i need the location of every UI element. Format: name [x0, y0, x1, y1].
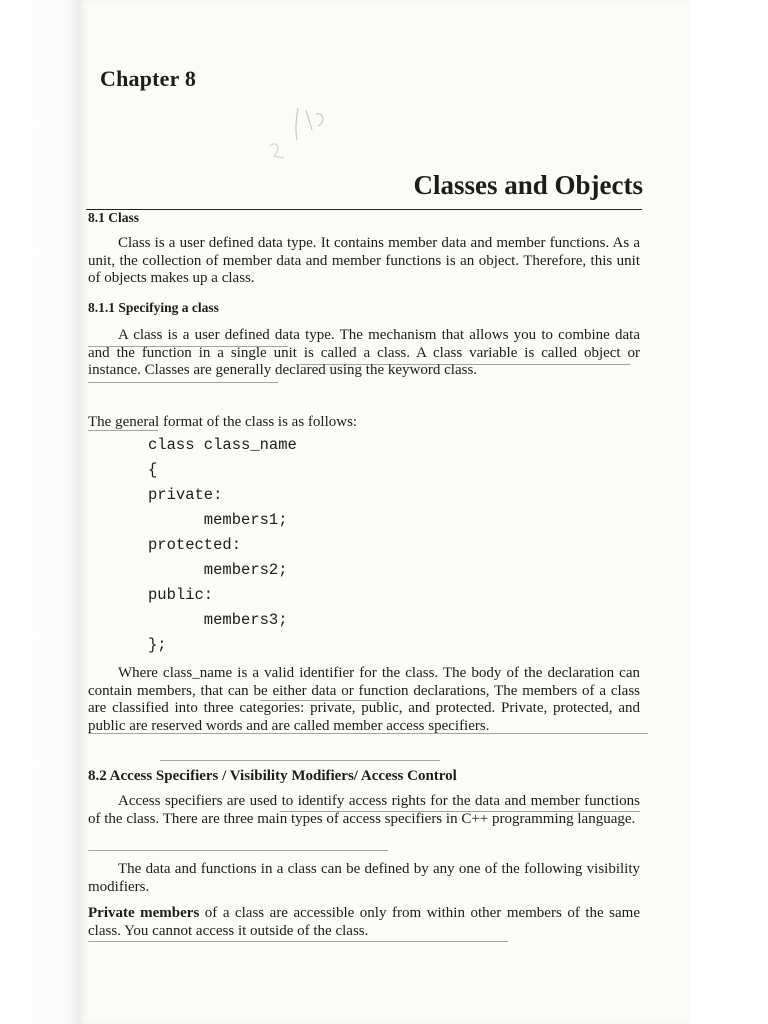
code-line: public: — [148, 586, 214, 604]
code-line: members3; — [148, 611, 288, 629]
format-intro: The general format of the class is as follows: — [88, 414, 358, 430]
private-members-text — [88, 905, 640, 940]
section-heading-8-2: 8.2 Access Specifiers / Visibility Modifiers/ Access Control — [88, 768, 457, 784]
page-margin — [690, 0, 768, 1024]
class-syntax-code — [148, 436, 548, 656]
code-line: members2; — [148, 561, 288, 579]
code-line: { — [148, 461, 158, 479]
pen-underline — [280, 811, 640, 812]
section-8-2-text-2: The data and functions in a class can be defined by any one of the following visibility modifiers. — [88, 861, 640, 895]
pen-underline — [88, 346, 288, 347]
pen-underline — [88, 941, 508, 942]
chapter-label: Chapter 8 — [100, 66, 197, 91]
section-heading-8-1-1: 8.1.1 Specifying a class — [88, 300, 219, 315]
pen-underline — [160, 760, 440, 761]
private-members-description: of a class are accessible only from within other members of the same class. You cannot access it outside of the class. — [88, 905, 640, 939]
section-8-2-text-1: Access specifiers are used to identify access rights for the data and member functions of the class. There are three main types of access specifiers in C++ programming language. — [88, 793, 640, 827]
code-line: members1; — [148, 511, 288, 529]
pencil-scribble — [250, 100, 340, 180]
code-line: class class_name — [148, 436, 297, 454]
pen-underline — [88, 382, 278, 383]
section-heading-8-1: 8.1 Class — [88, 210, 140, 225]
book-binding — [0, 0, 80, 1024]
code-line: }; — [148, 636, 167, 654]
section-8-1-1-text: A class is a user defined data type. The mechanism that allows you to combine data and the function in a single unit is called a class. A class variable is called object or instance. Classes are generally declared using the keyword class. — [88, 327, 640, 378]
pen-underline — [260, 700, 380, 701]
pen-underline — [88, 430, 158, 431]
chapter-title: Classes and Objects — [413, 170, 643, 200]
pen-underline — [300, 364, 630, 365]
code-line: private: — [148, 486, 223, 504]
pen-underline — [88, 850, 388, 851]
class-explanation: Where class_name is a valid identifier for the class. The body of the declaration can contain members, that can be either data or function declarations, The members of a class are classified into three categories: private, public, and protected. Private, protected, and public are reserved words and are called member access specifiers. — [88, 665, 640, 734]
private-members-term: Private members — [88, 905, 200, 921]
code-line: protected: — [148, 536, 242, 554]
title-rule — [86, 209, 642, 210]
pen-underline — [88, 733, 648, 734]
section-8-1-text: Class is a user defined data type. It contains member data and member functions. As a unit, the collection of member data and member functions is an object. Therefore, this unit of objects makes up a class. — [88, 235, 640, 286]
